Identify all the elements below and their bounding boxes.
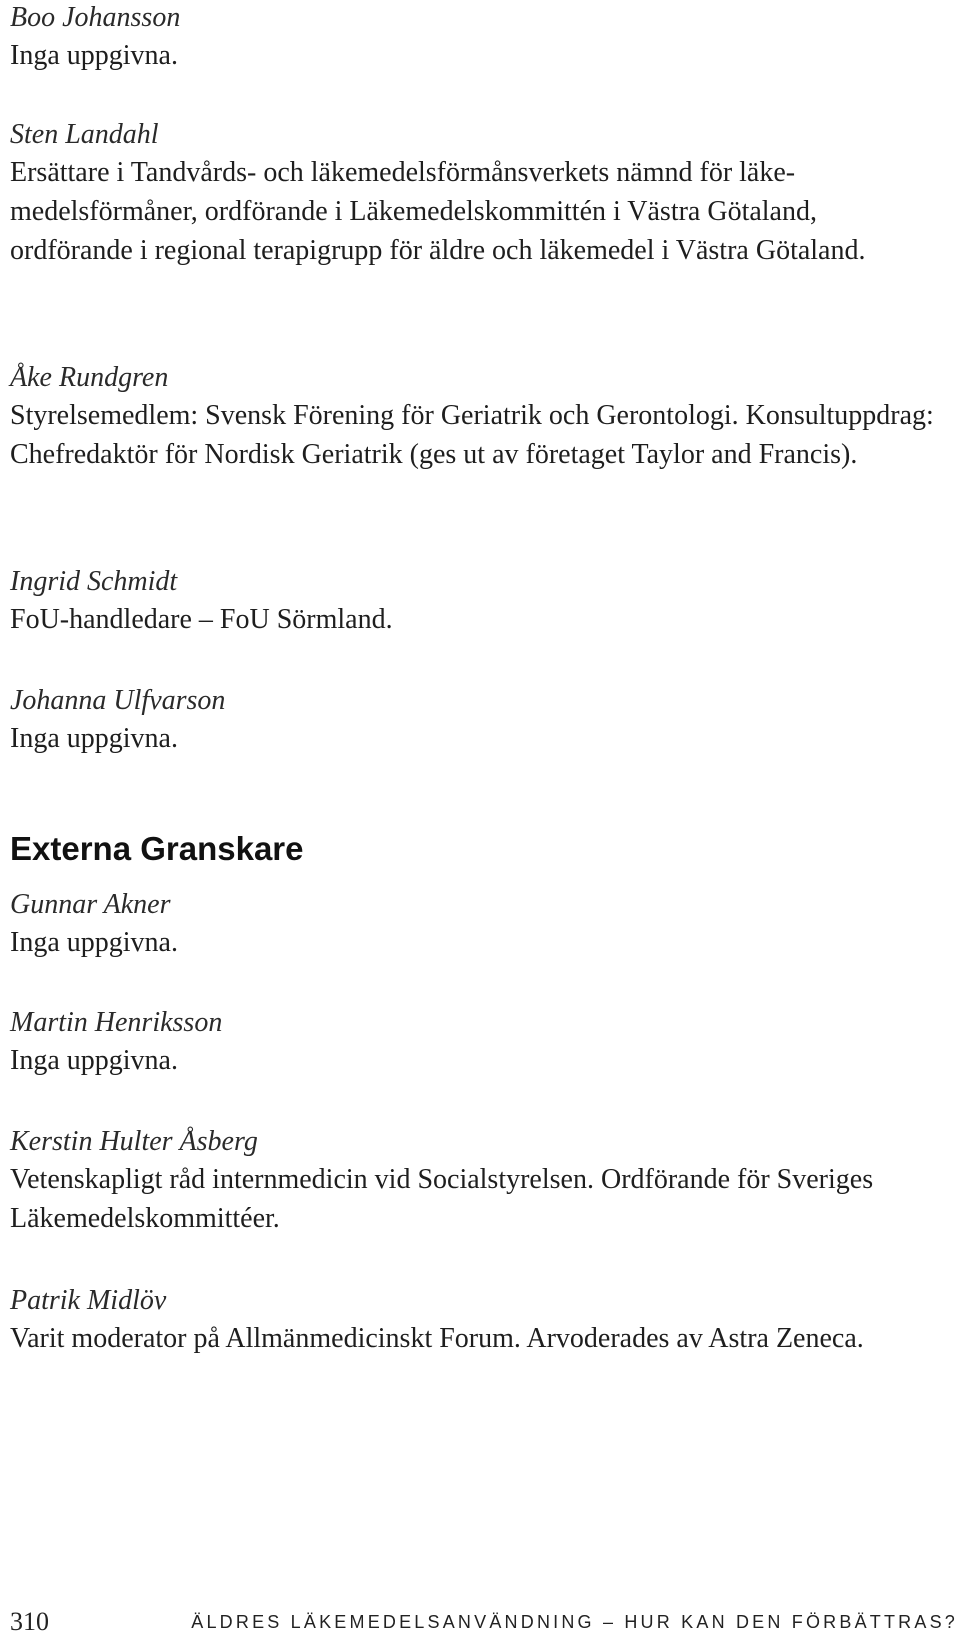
person-disclosure: Inga uppgivna. [10,927,178,958]
person-name: Gunnar Akner [10,889,171,920]
entry-sten-landahl [10,117,940,270]
entry-ake-rundgren [10,360,940,474]
entry-gunnar-akner [10,887,940,962]
person-name: Martin Henriksson [10,1007,223,1038]
person-disclosure: FoU-handledare – FoU Sörmland. [10,604,393,635]
person-name: Sten Landahl [10,119,159,150]
section-heading: Externa Granskare [10,830,304,867]
person-disclosure: Inga uppgivna. [10,40,178,71]
page-footer [10,1608,958,1636]
running-title: ÄLDRES LÄKEMEDELSANVÄNDNING – HUR KAN DEN FÖRBÄTTRAS? [191,1612,958,1632]
person-name: Ingrid Schmidt [10,566,178,597]
person-name: Patrik Midlöv [10,1285,167,1316]
person-name: Boo Johansson [10,2,181,33]
person-disclosure: Inga uppgivna. [10,1045,178,1076]
person-disclosure: Varit moderator på Allmänmedicinskt Forum. Arvoderades av Astra Zeneca. [10,1323,864,1354]
person-name: Åke Rundgren [10,362,169,393]
person-disclosure: Vetenskapligt råd internmedicin vid Socialstyrelsen. Ordförande för Sveriges Läkemedelskommittéer. [10,1164,874,1234]
person-name: Johanna Ulfvarson [10,685,226,716]
entry-boo-johansson [10,0,940,75]
entry-johanna-ulfvarson [10,683,940,758]
entry-martin-henriksson [10,1005,940,1080]
person-name: Kerstin Hulter Åsberg [10,1126,258,1157]
person-disclosure: Ersättare i Tandvårds- och läkemedelsförmånsverkets nämnd för läkemedelsförmåner, ordförande i Läkemedelskommittén i Västra Götaland, ordförande i regional terapigrupp för äldre och läkemedel i Västra Götaland. [10,157,866,266]
entry-kerstin-hulter-asberg [10,1124,940,1238]
person-disclosure: Styrelsemedlem: Svensk Förening för Geriatrik och Gerontologi. Konsultuppdrag: Chefredaktör för Nordisk Geriatrik (ges ut av företaget Taylor and Francis). [10,400,934,470]
entry-patrik-midlov [10,1283,940,1358]
page-number: 310 [10,1607,49,1636]
entry-ingrid-schmidt [10,564,940,639]
person-disclosure: Inga uppgivna. [10,723,178,754]
